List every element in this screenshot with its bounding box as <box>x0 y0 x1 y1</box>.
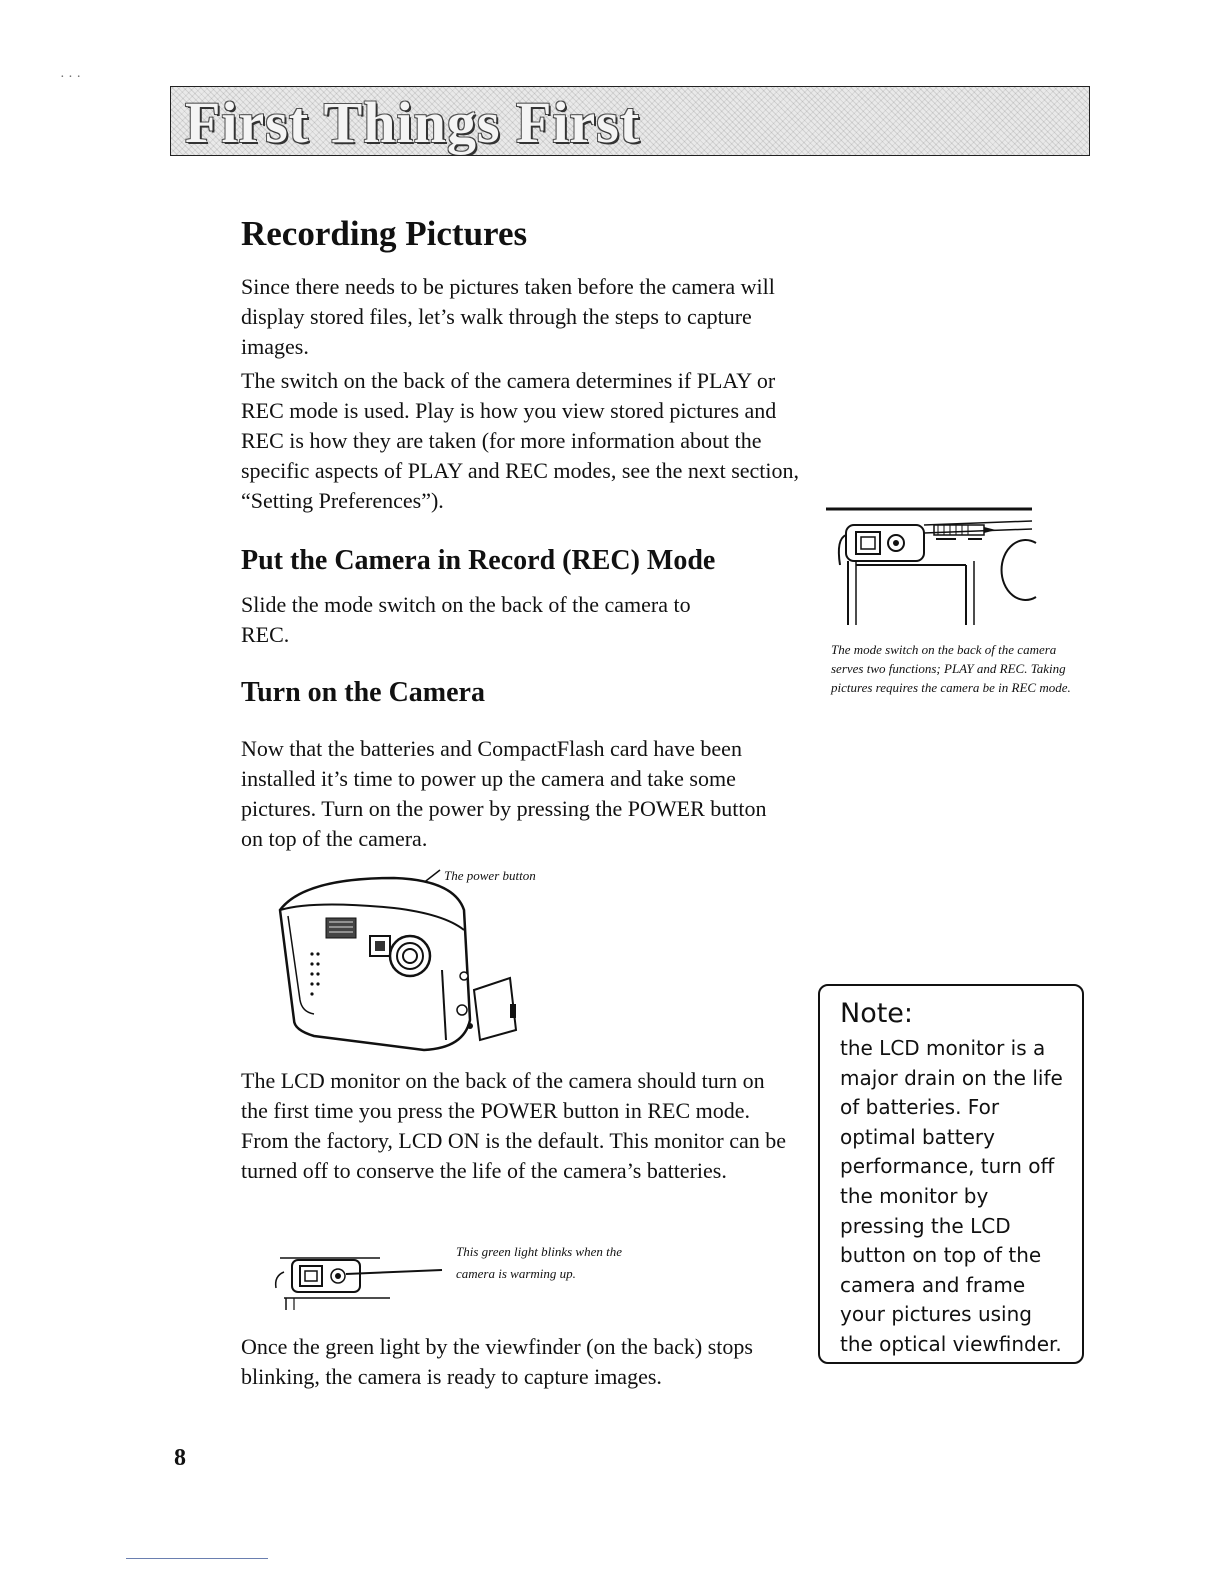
mode-switch-illustration <box>826 505 1066 635</box>
note-title: Note: <box>840 998 914 1029</box>
camera-front-illustration <box>274 870 534 1060</box>
section-title: Recording Pictures <box>241 214 528 253</box>
chapter-banner <box>170 86 1090 156</box>
mode-switch-caption: The mode switch on the back of the camera serves two functions; PLAY and REC. Taking pictures requires the camera be in REC mode. <box>831 642 1071 695</box>
note-body: the LCD monitor is a major drain on the life of batteries. For optimal battery performance, turn off the monitor by pressing the LCD button on top of the camera and frame your pictures using the optical viewfinder. <box>840 1036 1063 1356</box>
viewfinder-light-illustration <box>270 1252 450 1312</box>
subheading-turn-on: Turn on the Camera <box>241 677 485 708</box>
green-light-caption-line2: camera is warming up. <box>456 1266 576 1281</box>
footer-rule <box>126 1558 268 1559</box>
record-mode-paragraph: Slide the mode switch on the back of the camera to REC. <box>241 592 691 647</box>
page-number: 8 <box>174 1445 186 1471</box>
turn-on-paragraph: Now that the batteries and CompactFlash card have been installed it’s time to power up the camera and take some pictures. Turn on the power by pressing the POWER button on top of the camera. <box>241 736 767 851</box>
scan-speck: · · · <box>60 70 81 85</box>
note-callout <box>818 984 1084 1364</box>
green-light-caption-line1: This green light blinks when the <box>456 1244 622 1259</box>
power-button-caption: The power button <box>444 868 536 883</box>
subheading-record-mode: Put the Camera in Record (REC) Mode <box>241 545 716 576</box>
banner-title: First Things First <box>185 90 641 155</box>
switch-paragraph: The switch on the back of the camera determines if PLAY or REC mode is used. Play is how you view stored pictures and REC is how they are taken (for more information about the specific aspects of PLAY and REC modes, see the next section, “Setting Preferences”). <box>241 368 800 513</box>
lcd-paragraph: The LCD monitor on the back of the camera should turn on the first time you press the POWER button in REC mode. From the factory, LCD ON is the default. This monitor can be turned off to conserve the life of the camera’s batteries. <box>241 1068 786 1183</box>
intro-paragraph: Since there needs to be pictures taken before the camera will display stored files, let’s walk through the steps to capture images. <box>241 274 775 359</box>
green-light-paragraph: Once the green light by the viewfinder (on the back) stops blinking, the camera is ready to capture images. <box>241 1334 753 1389</box>
